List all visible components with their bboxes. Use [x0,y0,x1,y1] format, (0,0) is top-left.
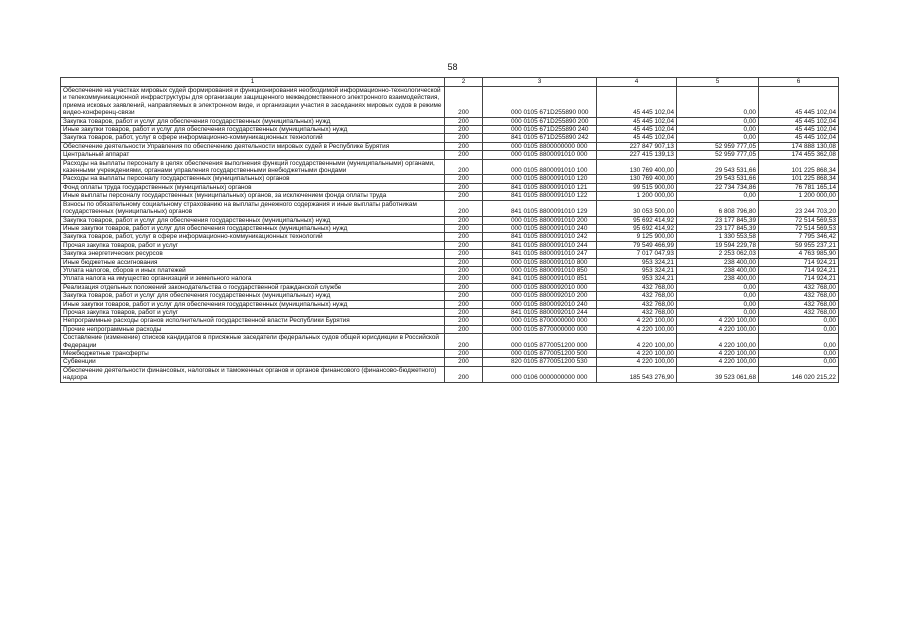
budget-code: 841 0105 8800091010 242 [483,233,597,241]
executed-amount: 238 400,00 [677,275,759,283]
budget-code: 000 0105 8770051200 500 [483,350,597,358]
unexecuted-amount: 76 781 165,14 [759,183,839,191]
approved-amount: 1 200 000,00 [597,192,677,200]
unexecuted-amount: 146 020 215,22 [759,366,839,382]
table-row [61,200,839,216]
line-code: 200 [445,275,483,283]
budget-code: 000 0105 8800092010 240 [483,300,597,308]
table-row [61,317,839,325]
budget-code: 841 0105 8800091010 851 [483,275,597,283]
budget-code: 841 0105 8800091010 122 [483,192,597,200]
table-row [61,183,839,191]
row-description: Уплата налогов, сборов и иных платежей [61,266,445,274]
budget-code: 841 0105 671D255890 242 [483,134,597,142]
executed-amount: 29 543 531,66 [677,175,759,183]
table-row [61,325,839,333]
line-code: 200 [445,317,483,325]
column-header: 4 [597,78,677,87]
executed-amount: 4 220 100,00 [677,325,759,333]
approved-amount: 227 415 139,13 [597,151,677,159]
approved-amount: 99 515 900,00 [597,183,677,191]
line-code: 200 [445,334,483,350]
approved-amount: 7 017 047,93 [597,250,677,258]
unexecuted-amount: 0,00 [759,358,839,366]
row-description: Обеспечение деятельности финансовых, налоговых и таможенных органов и органов финансового (финансово-бюджетного) надзора [61,366,445,382]
executed-amount: 0,00 [677,300,759,308]
row-description: Иные закупки товаров, работ и услуг для обеспечения государственных (муниципальных) нужд [61,300,445,308]
line-code: 200 [445,283,483,291]
unexecuted-amount: 1 200 000,00 [759,192,839,200]
table-row [61,241,839,249]
approved-amount: 4 220 100,00 [597,325,677,333]
budget-code: 000 0105 8800091010 200 [483,216,597,224]
unexecuted-amount: 101 225 868,34 [759,159,839,175]
executed-amount: 0,00 [677,308,759,316]
line-code: 200 [445,200,483,216]
approved-amount: 45 445 102,04 [597,87,677,118]
row-description: Субвенции [61,358,445,366]
table-row [61,283,839,291]
line-code: 200 [445,266,483,274]
executed-amount: 238 400,00 [677,266,759,274]
budget-code: 841 0105 8800092010 244 [483,308,597,316]
budget-code: 000 0105 671D255890 200 [483,117,597,125]
approved-amount: 95 692 414,92 [597,216,677,224]
approved-amount: 130 769 400,00 [597,175,677,183]
line-code: 200 [445,142,483,150]
approved-amount: 79 549 466,99 [597,241,677,249]
executed-amount: 29 543 531,66 [677,159,759,175]
approved-amount: 130 769 400,00 [597,159,677,175]
row-description: Взносы по обязательному социальному страхованию на выплаты денежного содержания и иные выплаты работникам государственных (муниципальных) органов [61,200,445,216]
row-description: Закупка товаров, работ, услуг в сфере информационно-коммуникационных технологий [61,233,445,241]
line-code: 200 [445,87,483,118]
row-description: Составление (изменение) списков кандидатов в присяжные заседатели федеральных судов общей юрисдикции в Российской Федерации [61,334,445,350]
unexecuted-amount: 72 514 569,53 [759,224,839,232]
unexecuted-amount: 174 888 130,08 [759,142,839,150]
table-row [61,258,839,266]
executed-amount: 52 959 777,05 [677,151,759,159]
line-code: 200 [445,134,483,142]
row-description: Прочая закупка товаров, работ и услуг [61,241,445,249]
executed-amount: 4 220 100,00 [677,350,759,358]
row-description: Центральный аппарат [61,151,445,159]
row-description: Иные закупки товаров, работ и услуг для обеспечения государственных (муниципальных) нужд [61,224,445,232]
table-row [61,308,839,316]
executed-amount: 0,00 [677,134,759,142]
table-row [61,233,839,241]
line-code: 200 [445,300,483,308]
line-code: 200 [445,292,483,300]
line-code: 200 [445,358,483,366]
column-header: 6 [759,78,839,87]
table-row [61,159,839,175]
approved-amount: 9 125 900,00 [597,233,677,241]
unexecuted-amount: 432 768,00 [759,308,839,316]
executed-amount: 6 808 796,80 [677,200,759,216]
unexecuted-amount: 0,00 [759,317,839,325]
unexecuted-amount: 59 955 237,21 [759,241,839,249]
approved-amount: 95 692 414,92 [597,224,677,232]
row-description: Иные бюджетные ассигнования [61,258,445,266]
approved-amount: 45 445 102,04 [597,126,677,134]
row-description: Закупка товаров, работ и услуг для обеспечения государственных (муниципальных) нужд [61,216,445,224]
executed-amount: 4 220 100,00 [677,358,759,366]
budget-code: 000 0105 671D255890 000 [483,87,597,118]
executed-amount: 23 177 845,39 [677,216,759,224]
budget-code: 000 0105 8800092010 200 [483,292,597,300]
row-description: Непрограммные расходы органов исполнительной государственной власти Республики Бурятия [61,317,445,325]
executed-amount: 4 220 100,00 [677,334,759,350]
line-code: 200 [445,258,483,266]
unexecuted-amount: 174 455 362,08 [759,151,839,159]
executed-amount: 0,00 [677,87,759,118]
approved-amount: 953 324,21 [597,266,677,274]
line-code: 200 [445,250,483,258]
budget-code: 841 0105 8800091010 121 [483,183,597,191]
line-code: 200 [445,241,483,249]
line-code: 200 [445,126,483,134]
unexecuted-amount: 45 445 102,04 [759,87,839,118]
executed-amount: 0,00 [677,117,759,125]
table-row [61,292,839,300]
table-row [61,175,839,183]
row-description: Прочие непрограммные расходы [61,325,445,333]
table-row [61,151,839,159]
table-row [61,117,839,125]
table-row [61,87,839,118]
unexecuted-amount: 432 768,00 [759,292,839,300]
unexecuted-amount: 0,00 [759,325,839,333]
executed-amount: 0,00 [677,192,759,200]
executed-amount: 2 253 062,03 [677,250,759,258]
line-code: 200 [445,350,483,358]
unexecuted-amount: 0,00 [759,350,839,358]
executed-amount: 238 400,00 [677,258,759,266]
line-code: 200 [445,175,483,183]
table-row [61,192,839,200]
approved-amount: 432 768,00 [597,300,677,308]
budget-code: 841 0105 8800091010 129 [483,200,597,216]
executed-amount: 19 594 229,78 [677,241,759,249]
budget-code: 841 0105 8800091010 244 [483,241,597,249]
unexecuted-amount: 432 768,00 [759,300,839,308]
unexecuted-amount: 101 225 868,34 [759,175,839,183]
row-description: Прочая закупка товаров, работ и услуг [61,308,445,316]
table-row [61,126,839,134]
unexecuted-amount: 23 244 703,20 [759,200,839,216]
unexecuted-amount: 0,00 [759,334,839,350]
unexecuted-amount: 45 445 102,04 [759,117,839,125]
approved-amount: 4 220 100,00 [597,350,677,358]
row-description: Расходы на выплаты персоналу государственных (муниципальных) органов [61,175,445,183]
budget-code: 000 0106 0000000000 000 [483,366,597,382]
page-number: 58 [447,62,458,72]
row-description: Закупка товаров, работ и услуг для обеспечения государственных (муниципальных) нужд [61,292,445,300]
approved-amount: 953 324,21 [597,258,677,266]
line-code: 200 [445,192,483,200]
approved-amount: 4 220 100,00 [597,358,677,366]
column-header: 2 [445,78,483,87]
table-header-row [61,78,839,87]
approved-amount: 4 220 100,00 [597,334,677,350]
table-row [61,275,839,283]
row-description: Закупка товаров, работ, услуг в сфере информационно-коммуникационных технологий [61,134,445,142]
line-code: 200 [445,224,483,232]
executed-amount: 39 523 061,68 [677,366,759,382]
budget-code: 820 0105 8770051200 530 [483,358,597,366]
budget-code: 000 0105 8800091010 100 [483,159,597,175]
line-code: 200 [445,216,483,224]
line-code: 200 [445,366,483,382]
row-description: Закупка товаров, работ и услуг для обеспечения государственных (муниципальных) нужд [61,117,445,125]
line-code: 200 [445,159,483,175]
budget-code: 000 0105 8800091010 800 [483,258,597,266]
approved-amount: 432 768,00 [597,292,677,300]
unexecuted-amount: 4 763 985,90 [759,250,839,258]
approved-amount: 30 053 500,00 [597,200,677,216]
line-code: 200 [445,117,483,125]
table-row [61,334,839,350]
approved-amount: 45 445 102,04 [597,134,677,142]
executed-amount: 23 177 845,39 [677,224,759,232]
unexecuted-amount: 7 795 346,42 [759,233,839,241]
unexecuted-amount: 72 514 569,53 [759,216,839,224]
row-description: Межбюджетные трансферты [61,350,445,358]
row-description: Реализация отдельных положений законодательства о государственной гражданской службе [61,283,445,291]
budget-code: 841 0105 8800091010 247 [483,250,597,258]
row-description: Уплата налога на имущество организаций и земельного налога [61,275,445,283]
executed-amount: 1 330 553,58 [677,233,759,241]
approved-amount: 953 324,21 [597,275,677,283]
unexecuted-amount: 45 445 102,04 [759,134,839,142]
executed-amount: 0,00 [677,126,759,134]
approved-amount: 45 445 102,04 [597,117,677,125]
budget-code: 000 0105 671D255890 240 [483,126,597,134]
approved-amount: 185 543 276,90 [597,366,677,382]
budget-code: 000 0105 8770051200 000 [483,334,597,350]
approved-amount: 227 847 907,13 [597,142,677,150]
column-header: 5 [677,78,759,87]
budget-code: 000 0105 8800091010 850 [483,266,597,274]
column-header: 3 [483,78,597,87]
line-code: 200 [445,151,483,159]
table-row [61,250,839,258]
table-row [61,134,839,142]
approved-amount: 432 768,00 [597,308,677,316]
approved-amount: 4 220 100,00 [597,317,677,325]
unexecuted-amount: 432 768,00 [759,283,839,291]
unexecuted-amount: 714 924,21 [759,275,839,283]
budget-code: 000 0105 8800092010 000 [483,283,597,291]
executed-amount: 22 734 734,86 [677,183,759,191]
table-row [61,300,839,308]
table-row [61,366,839,382]
table-row [61,266,839,274]
unexecuted-amount: 45 445 102,04 [759,126,839,134]
table-row [61,142,839,150]
row-description: Расходы на выплаты персоналу в целях обеспечения выполнения функций государственными (муниципальными) органами, казенными учреждениями, органами управления государственными внебюджетными фондами [61,159,445,175]
table-row [61,224,839,232]
table-row [61,216,839,224]
row-description: Обеспечение на участках мировых судей формирования и функционирования необходимой информационно-технологической и телекоммуникационной инфраструктуры для организации защищенного межведомственного электронного взаимодействия, приема исковых заявлений, направляемых в электронном виде, и организации участия в заседаниях мировых судов в режиме видео-конференц-связи [61,87,445,118]
budget-table [60,77,839,383]
table-row [61,358,839,366]
unexecuted-amount: 714 924,21 [759,258,839,266]
budget-code: 000 0105 8700000000 000 [483,317,597,325]
line-code: 200 [445,325,483,333]
line-code: 200 [445,233,483,241]
line-code: 200 [445,308,483,316]
executed-amount: 0,00 [677,292,759,300]
budget-code: 000 0105 8800091010 120 [483,175,597,183]
row-description: Фонд оплаты труда государственных (муниципальных) органов [61,183,445,191]
row-description: Иные закупки товаров, работ и услуг для обеспечения государственных (муниципальных) нужд [61,126,445,134]
budget-code: 000 0105 8770000000 000 [483,325,597,333]
unexecuted-amount: 714 924,21 [759,266,839,274]
budget-code: 000 0105 8800000000 000 [483,142,597,150]
executed-amount: 4 220 100,00 [677,317,759,325]
line-code: 200 [445,183,483,191]
row-description: Обеспечение деятельности Управления по обеспечению деятельности мировых судей в Республике Бурятия [61,142,445,150]
budget-code: 000 0105 8800091010 000 [483,151,597,159]
executed-amount: 52 959 777,05 [677,142,759,150]
row-description: Закупка энергетических ресурсов [61,250,445,258]
budget-code: 000 0105 8800091010 240 [483,224,597,232]
executed-amount: 0,00 [677,283,759,291]
table-row [61,350,839,358]
column-header: 1 [61,78,445,87]
row-description: Иные выплаты персоналу государственных (муниципальных) органов, за исключением фонда оплаты труда [61,192,445,200]
approved-amount: 432 768,00 [597,283,677,291]
